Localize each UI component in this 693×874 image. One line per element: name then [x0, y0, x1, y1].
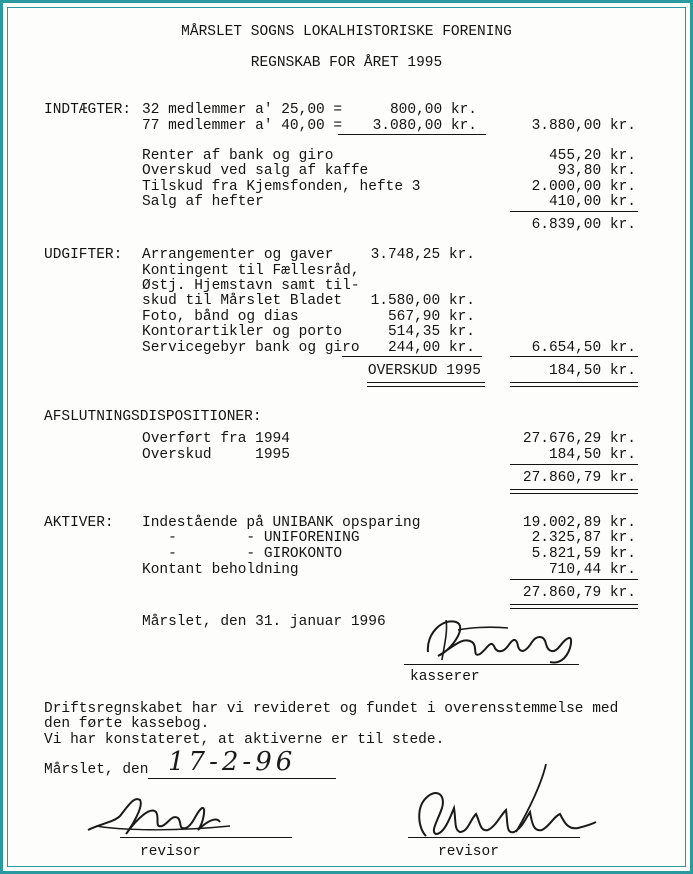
audit-text-line: den førte kassebog.	[44, 716, 210, 732]
disposition-row: Overskud 1995	[142, 447, 290, 463]
audit-text-line: Driftsregnskabet har vi revideret og fundet i overensstemmelse med	[44, 701, 619, 717]
org-title: MÅRSLET SOGNS LOKALHISTORISKE FORENING	[181, 24, 512, 40]
expense-amount: 244,00 kr.	[387, 340, 475, 356]
disposition-amount: 184,50 kr.	[548, 447, 636, 463]
asset-amount: 5.821,59 kr.	[531, 546, 636, 562]
expenses-label: UDGIFTER:	[44, 247, 123, 263]
income-underline	[510, 211, 638, 212]
auditor-1-label: revisor	[140, 844, 201, 860]
asset-row: - - GIROKONTO	[142, 546, 343, 562]
audit-text-line: Vi har konstateret, at aktiverne er til stede.	[44, 732, 445, 748]
expense-amount: 567,90 kr.	[387, 309, 475, 325]
audit-date-handwritten: 17-2-96	[168, 747, 297, 777]
income-item: Overskud ved salg af kaffe	[142, 163, 369, 179]
income-item-amount: 2.000,00 kr.	[531, 179, 636, 195]
surplus-amount: 184,50 kr.	[548, 363, 636, 379]
assets-double-underline	[510, 604, 638, 609]
asset-amount: 710,44 kr.	[548, 562, 636, 578]
asset-row: Indestående på UNIBANK opsparing	[142, 515, 421, 531]
disposition-underline	[510, 464, 638, 465]
member-line-1: 32 medlemmer a' 25,00 =	[142, 102, 343, 118]
audit-date-line	[148, 778, 336, 779]
income-item-amount: 410,00 kr.	[548, 194, 636, 210]
member-amount-1: 800,00 kr.	[389, 102, 477, 118]
auditor-2-label: revisor	[438, 844, 499, 860]
members-underline	[338, 134, 486, 135]
auditor-2-signature-line	[408, 837, 580, 838]
income-total: 6.839,00 kr.	[531, 217, 636, 233]
disposition-double-underline	[510, 489, 638, 494]
expense-line: Kontorartikler og porto	[142, 324, 343, 340]
asset-row: - - UNIFORENING	[142, 530, 360, 546]
report-title: REGNSKAB FOR ÅRET 1995	[250, 55, 443, 71]
disposition-amount: 27.676,29 kr.	[522, 431, 636, 447]
income-item: Salg af hefter	[142, 194, 264, 210]
cashier-signature-line	[404, 664, 579, 665]
member-amount-2: 3.080,00 kr.	[372, 118, 477, 134]
disposition-total: 27.860,79 kr.	[522, 470, 636, 486]
members-total: 3.880,00 kr.	[531, 118, 636, 134]
expense-amount: 3.748,25 kr.	[370, 247, 475, 263]
audit-place: Mårslet, den	[44, 762, 149, 778]
assets-label: AKTIVER:	[44, 515, 114, 531]
disposition-label: AFSLUTNINGSDISPOSITIONER:	[44, 409, 262, 425]
expense-line: skud til Mårslet Bladet	[142, 293, 343, 309]
asset-amount: 2.325,87 kr.	[531, 530, 636, 546]
expense-line: Østj. Hjemstavn samt til-	[142, 278, 360, 294]
cashier-label: kasserer	[410, 669, 480, 685]
disposition-row: Overført fra 1994	[142, 431, 290, 447]
auditor-1-signature-line	[120, 837, 292, 838]
expense-line: Arrangementer og gaver	[142, 247, 334, 263]
expense-line: Kontingent til Fællesråd,	[142, 263, 360, 279]
asset-row: Kontant beholdning	[142, 562, 299, 578]
place-date: Mårslet, den 31. januar 1996	[142, 614, 386, 630]
expenses-total: 6.654,50 kr.	[531, 340, 636, 356]
income-item: Tilskud fra Kjemsfonden, hefte 3	[142, 179, 421, 195]
expense-line: Servicegebyr bank og giro	[142, 340, 360, 356]
income-item-amount: 93,80 kr.	[557, 163, 636, 179]
cashier-signature	[398, 612, 588, 672]
member-line-2: 77 medlemmer a' 40,00 =	[142, 118, 343, 134]
asset-amount: 19.002,89 kr.	[522, 515, 636, 531]
auditor-2-signature	[396, 758, 606, 848]
expense-line: Foto, bånd og dias	[142, 309, 299, 325]
expense-amount: 1.580,00 kr.	[370, 293, 475, 309]
income-item-amount: 455,20 kr.	[548, 148, 636, 164]
surplus-label: OVERSKUD 1995	[367, 363, 481, 379]
surplus-label-double-underline	[367, 382, 485, 387]
surplus-double-underline	[510, 382, 638, 387]
assets-total: 27.860,79 kr.	[522, 585, 636, 601]
income-item: Renter af bank og giro	[142, 148, 334, 164]
income-label: INDTÆGTER:	[44, 102, 132, 118]
expenses-underline	[342, 356, 482, 357]
expenses-total-underline	[510, 356, 638, 357]
expense-amount: 514,35 kr.	[387, 324, 475, 340]
assets-underline	[510, 579, 638, 580]
